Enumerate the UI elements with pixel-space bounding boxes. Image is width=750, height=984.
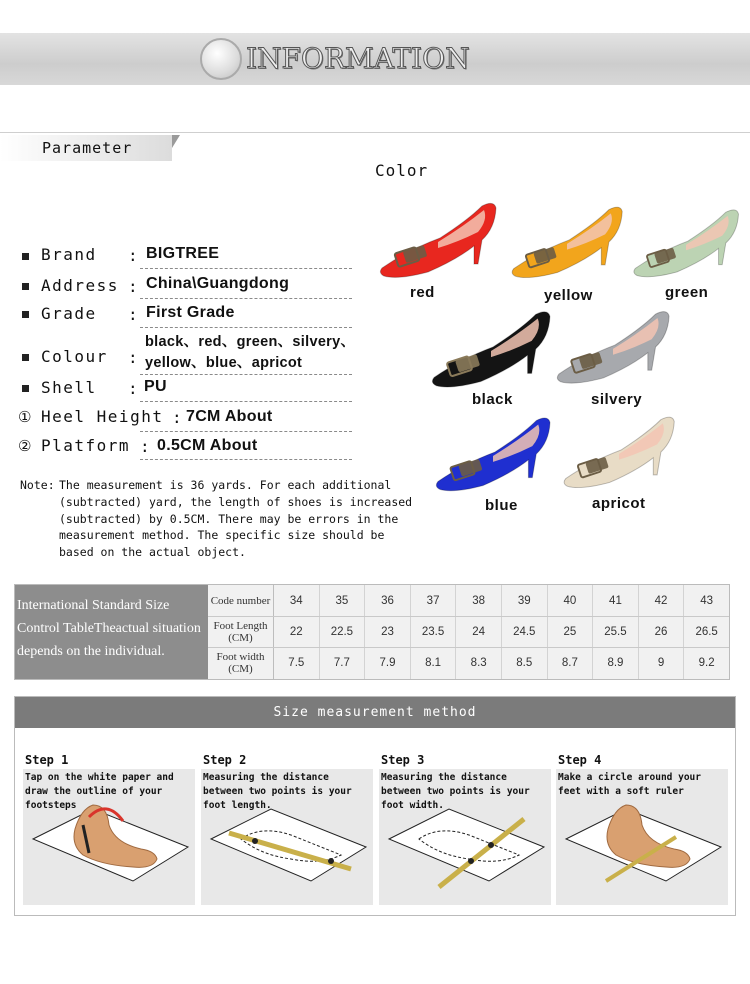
size-row-header: Foot width (CM)	[208, 647, 274, 679]
spec-value-brand: BIGTREE	[146, 245, 220, 262]
spec-name: Address	[41, 276, 119, 295]
dashed-rule	[140, 374, 352, 375]
step-1	[23, 749, 195, 907]
circled-two-icon: ②	[18, 437, 32, 455]
spec-name: Colour	[41, 347, 108, 366]
step-2	[201, 749, 373, 907]
caption-line: Control TableTheactual situation	[17, 621, 201, 636]
step-title: Step 1	[25, 753, 69, 767]
bullet-icon	[22, 385, 29, 392]
size-cell: 7.7	[320, 647, 366, 679]
spec-value-shell: PU	[144, 378, 167, 395]
circled-one-icon: ①	[18, 408, 32, 426]
bullet-icon	[22, 354, 29, 361]
colon: :	[140, 437, 150, 456]
colon: :	[128, 348, 138, 367]
step-illustration	[201, 769, 373, 905]
spec-value-address: China\Guangdong	[146, 275, 290, 292]
shoe-black-image	[430, 306, 552, 396]
shoe-green-image	[630, 205, 742, 285]
step-3	[379, 749, 551, 907]
spec-name: Brand	[41, 245, 97, 264]
parameter-tab	[0, 135, 172, 161]
color-label-yellow: yellow	[544, 287, 593, 304]
spec-name: Platform	[41, 436, 131, 455]
size-cell: 42	[639, 585, 685, 616]
dashed-rule	[140, 401, 352, 402]
bullet-icon	[22, 283, 29, 290]
spec-row-brand	[22, 244, 352, 269]
colon: :	[128, 305, 138, 324]
size-cell: 26.5	[695, 625, 718, 638]
colon: :	[128, 277, 138, 296]
size-grid	[208, 585, 729, 679]
color-label-silvery: silvery	[591, 391, 643, 408]
spec-name: Shell	[41, 378, 97, 397]
color-label-blue: blue	[485, 497, 518, 514]
step-illustration	[556, 769, 728, 905]
size-cell: 8.1	[411, 647, 457, 679]
step-illustration	[23, 769, 195, 905]
size-cell: 8.7	[548, 647, 594, 679]
spec-name: Heel Height	[41, 407, 164, 426]
spec-value-colour-line1: black、red、green、silvery、	[145, 334, 356, 350]
step-title: Step 2	[203, 753, 247, 767]
color-label-black: black	[472, 391, 513, 408]
spec-row-shell	[22, 377, 352, 402]
color-label-red: red	[410, 284, 435, 301]
spec-name: Grade	[41, 304, 97, 323]
colon: :	[172, 408, 182, 427]
size-cell: 25	[548, 616, 594, 647]
colon: :	[128, 379, 138, 398]
method-title: Size measurement method	[15, 697, 735, 728]
size-cell: 7.9	[365, 647, 411, 679]
size-cell: 40	[548, 585, 594, 616]
size-table-caption	[15, 585, 208, 679]
caption-line: International Standard Size	[17, 598, 170, 613]
size-cell: 8.3	[456, 647, 502, 679]
size-cell: 43	[700, 594, 714, 607]
shoe-silvery-image	[555, 306, 671, 392]
size-cell: 35	[320, 585, 366, 616]
size-cell: 26	[639, 616, 685, 647]
dashed-rule	[140, 431, 352, 432]
size-cell: 37	[411, 585, 457, 616]
measurement-method-section	[14, 696, 736, 916]
step-title: Step 4	[558, 753, 602, 767]
step-text: Make a circle around your feet with a soft ruler	[558, 772, 701, 797]
color-label-apricot: apricot	[592, 495, 646, 512]
step-illustration	[379, 769, 551, 905]
size-table	[14, 584, 730, 680]
spec-row-heel-height	[18, 405, 352, 432]
note-label: Note:	[20, 478, 55, 492]
divider	[0, 132, 750, 133]
dashed-rule	[140, 268, 352, 269]
step-4	[556, 749, 728, 907]
size-cell: 38	[456, 585, 502, 616]
size-cell: 25.5	[593, 616, 639, 647]
circle-emblem-icon	[200, 38, 242, 80]
shoe-red-image	[378, 198, 498, 286]
spec-value-grade: First Grade	[146, 304, 235, 321]
spec-value-heel-height: 7CM About	[186, 408, 273, 425]
row-divider	[208, 647, 729, 648]
step-text: Tap on the white paper and draw the outline of your footsteps	[25, 772, 174, 811]
spec-row-grade	[22, 303, 352, 328]
bullet-icon	[22, 311, 29, 318]
note-text: The measurement is 36 yards. For each additional (subtracted) yard, the length of shoes is increased (subtracted) by 0.5CM. There may be errors in the measurement method. The specific size should be based on the actual object.	[59, 478, 413, 560]
size-cell: 23	[365, 616, 411, 647]
spec-row-platform	[18, 434, 352, 460]
dashed-rule	[140, 298, 352, 299]
spec-row-colour	[22, 329, 356, 375]
dashed-rule	[140, 327, 352, 328]
color-title: Color	[375, 161, 429, 180]
size-cell: 23.5	[411, 616, 457, 647]
size-row-header: Foot Length (CM)	[208, 616, 274, 647]
size-row	[208, 616, 729, 647]
size-row	[208, 585, 729, 616]
step-text: Measuring the distance between two points is your foot width.	[381, 772, 530, 811]
size-cell: 8.9	[593, 647, 639, 679]
row-divider	[208, 616, 729, 617]
shoe-blue-image	[434, 412, 552, 500]
bullet-icon	[22, 253, 29, 260]
size-row-header: Code number	[208, 585, 274, 616]
spec-value-colour-line2: yellow、blue、apricot	[145, 355, 303, 371]
colon: :	[128, 246, 138, 265]
size-cell: 22	[274, 616, 320, 647]
dashed-rule	[140, 459, 352, 460]
size-row	[208, 647, 729, 679]
step-title: Step 3	[381, 753, 425, 767]
size-cell: 24.5	[502, 616, 548, 647]
shoe-yellow-image	[508, 202, 626, 286]
spec-row-address	[22, 274, 352, 299]
size-cell: 9	[639, 647, 685, 679]
size-cell: 8.5	[502, 647, 548, 679]
shoe-apricot-image	[560, 412, 678, 496]
size-cell: 7.5	[274, 647, 320, 679]
size-cell: 22.5	[320, 616, 366, 647]
caption-line: depends on the individual.	[17, 644, 165, 659]
size-cell: 9.2	[698, 657, 715, 669]
parameter-label: Parameter	[42, 139, 133, 157]
size-cell: 34	[274, 585, 320, 616]
header-banner	[0, 33, 750, 85]
color-label-green: green	[665, 284, 709, 301]
size-cell: 39	[502, 585, 548, 616]
size-cell: 41	[593, 585, 639, 616]
size-cell: 24	[456, 616, 502, 647]
spec-value-platform: 0.5CM About	[157, 437, 258, 454]
page-title: INFORMATION	[246, 42, 470, 75]
step-text: Measuring the distance between two points is your foot length.	[203, 772, 352, 811]
size-cell: 36	[365, 585, 411, 616]
